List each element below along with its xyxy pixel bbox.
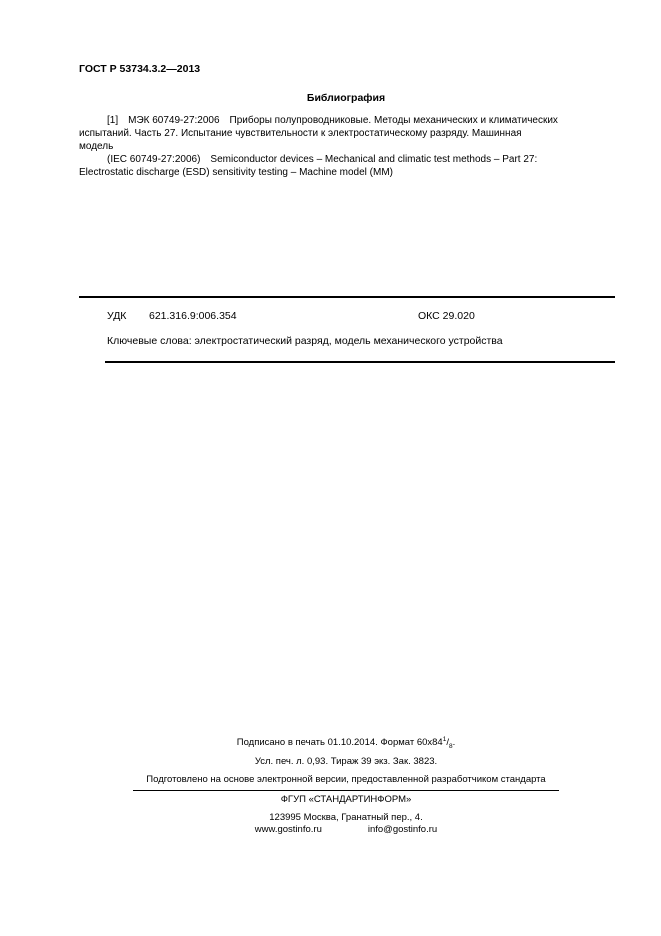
entry-reference: МЭК 60749-27:2006: [128, 115, 220, 126]
format-numerator: 1: [442, 736, 447, 743]
signed-text: Подписано в печать 01.10.2014. Формат 60x84: [236, 737, 443, 749]
publisher-address: 123995 Москва, Гранатный пер., 4.: [269, 812, 423, 823]
entry-line-5: Electrostatic discharge (ESD) sensitivity testing – Machine model (MM): [79, 167, 393, 178]
udk-value: 621.316.9:006.354: [149, 310, 237, 322]
entry-line-3: модель: [79, 141, 114, 152]
entry-title-en-1: Semiconductor devices – Mechanical and climatic test methods – Part 27:: [210, 154, 538, 165]
bibliography-entry: [79, 114, 614, 179]
print-info: Усл. печ. л. 0,93. Тираж 39 экз. Зак. 3823.: [254, 756, 438, 767]
prepared-note: Подготовлено на основе электронной версии, предоставленной разработчиком стандарта: [146, 774, 546, 785]
website-link[interactable]: www.gostinfo.ru: [254, 824, 322, 835]
top-divider: [79, 296, 615, 298]
publisher-divider: [133, 790, 559, 791]
entry-title-ru-1: Приборы полупроводниковые. Методы механических и климатических: [229, 115, 558, 126]
signed-for-print: Подписано в печать 01.10.2014. Формат $60x84^1/_8$.: [236, 736, 456, 751]
entry-line-1: [79, 114, 614, 127]
oks-code: ОКС 29.020: [418, 310, 475, 322]
publisher-name: ФГУП «СТАНДАРТИНФОРМ»: [280, 794, 412, 805]
entry-reference-en: (IEC 60749-27:2006): [107, 154, 201, 165]
entry-line-2: испытаний. Часть 27. Испытание чувствительности к электростатическому разряду. Машинная: [79, 128, 522, 139]
bottom-divider: [105, 361, 615, 363]
publisher-contacts: [0, 824, 661, 835]
email-link[interactable]: info@gostinfo.ru: [367, 824, 438, 835]
bibliography-title: Библиография: [306, 92, 386, 104]
udk-label: УДК: [107, 310, 127, 322]
format-fraction: $^1/_8$: [442, 736, 453, 751]
document-code: ГОСТ Р 53734.3.2—2013: [79, 63, 201, 75]
entry-number: [1]: [107, 115, 119, 126]
keywords: Ключевые слова: электростатический разряд, модель механического устройства: [107, 335, 503, 347]
entry-line-4: [79, 153, 614, 166]
format-denominator: 8: [448, 743, 453, 751]
